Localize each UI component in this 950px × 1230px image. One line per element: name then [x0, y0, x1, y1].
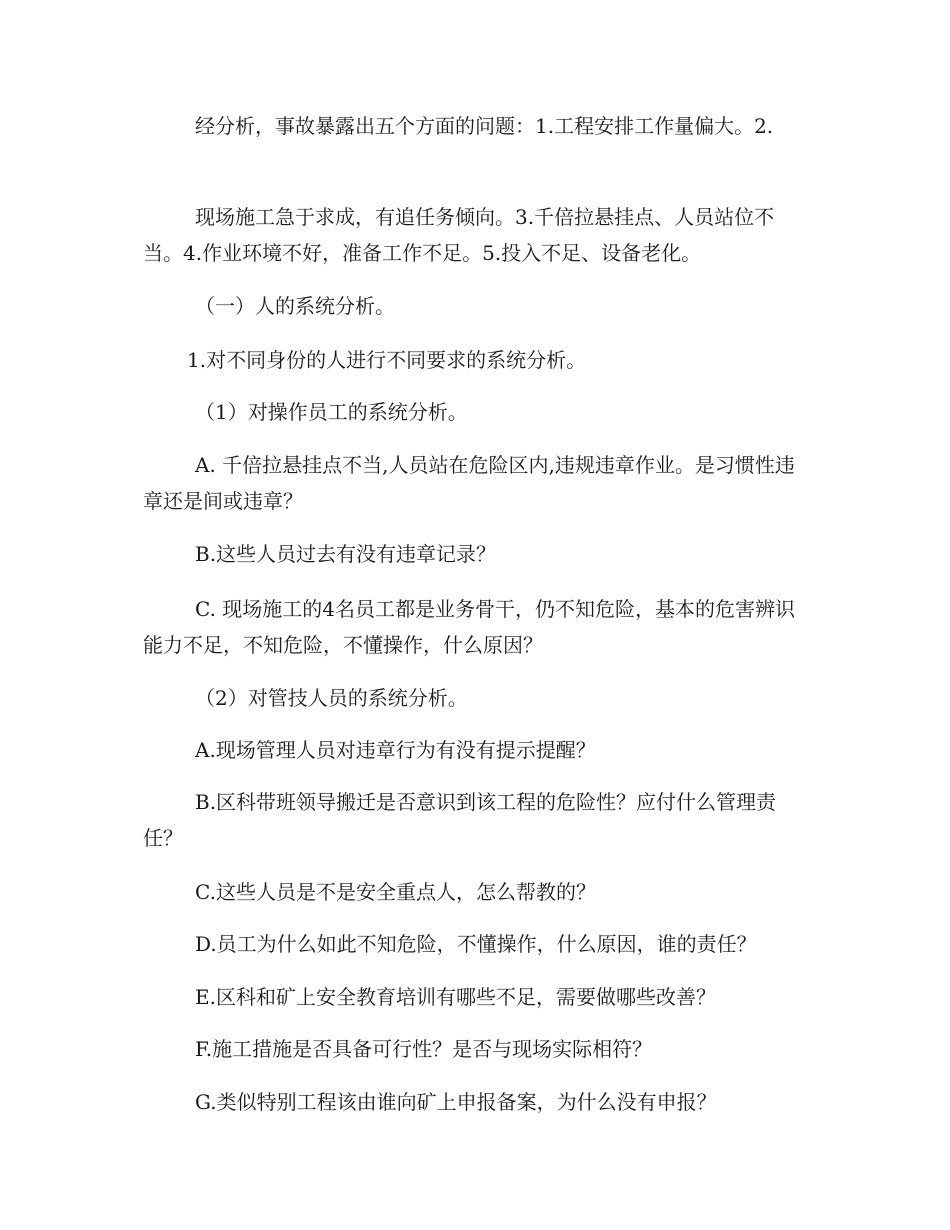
paragraph-problem-list: 现场施工急于求成，有追任务倾向。3.千倍拉悬挂点、人员站位不当。4.作业环境不好，准备工作不足。5.投入不足、设备老化。	[143, 205, 775, 265]
subheading-identity-analysis: 1.对不同身份的人进行不同要求的系统分析。	[187, 348, 587, 372]
paragraph-problem-summary: 经分析，事故暴露出五个方面的问题：1.工程安排工作量偏大。2.	[195, 114, 774, 138]
paragraph-manager-c: C.这些人员是不是安全重点人，怎么帮教的？	[195, 880, 596, 904]
paragraph-operator-c: C. 现场施工的4名员工都是业务骨干，仍不知危险，基本的危害辨识能力不足，不知危险，不懂操作，什么原因？	[143, 597, 796, 657]
paragraph-manager-d: D.员工为什么如此不知危险，不懂操作，什么原因，谁的责任？	[195, 932, 757, 956]
paragraph-manager-g: G.类似特别工程该由谁向矿上申报备案，为什么没有申报？	[195, 1090, 717, 1114]
subheading-manager-analysis: （2）对管技人员的系统分析。	[195, 686, 468, 710]
paragraph-operator-a: A. 千倍拉悬挂点不当,人员站在危险区内,违规违章作业。是习惯性违章还是间或违章？	[143, 453, 795, 513]
paragraph-manager-b: B.区科带班领导搬迁是否意识到该工程的危险性？应付什么管理责任？	[143, 790, 777, 850]
paragraph-manager-a: A.现场管理人员对违章行为有没有提示提醒？	[195, 738, 596, 762]
paragraph-operator-b: B.这些人员过去有没有违章记录？	[195, 542, 497, 566]
subheading-operator-analysis: （1）对操作员工的系统分析。	[195, 400, 468, 424]
section-heading-human-analysis: （一）人的系统分析。	[195, 294, 395, 318]
paragraph-manager-f: F.施工措施是否具备可行性？是否与现场实际相符？	[195, 1037, 653, 1061]
paragraph-manager-e: E.区科和矿上安全教育培训有哪些不足，需要做哪些改善？	[195, 985, 716, 1009]
